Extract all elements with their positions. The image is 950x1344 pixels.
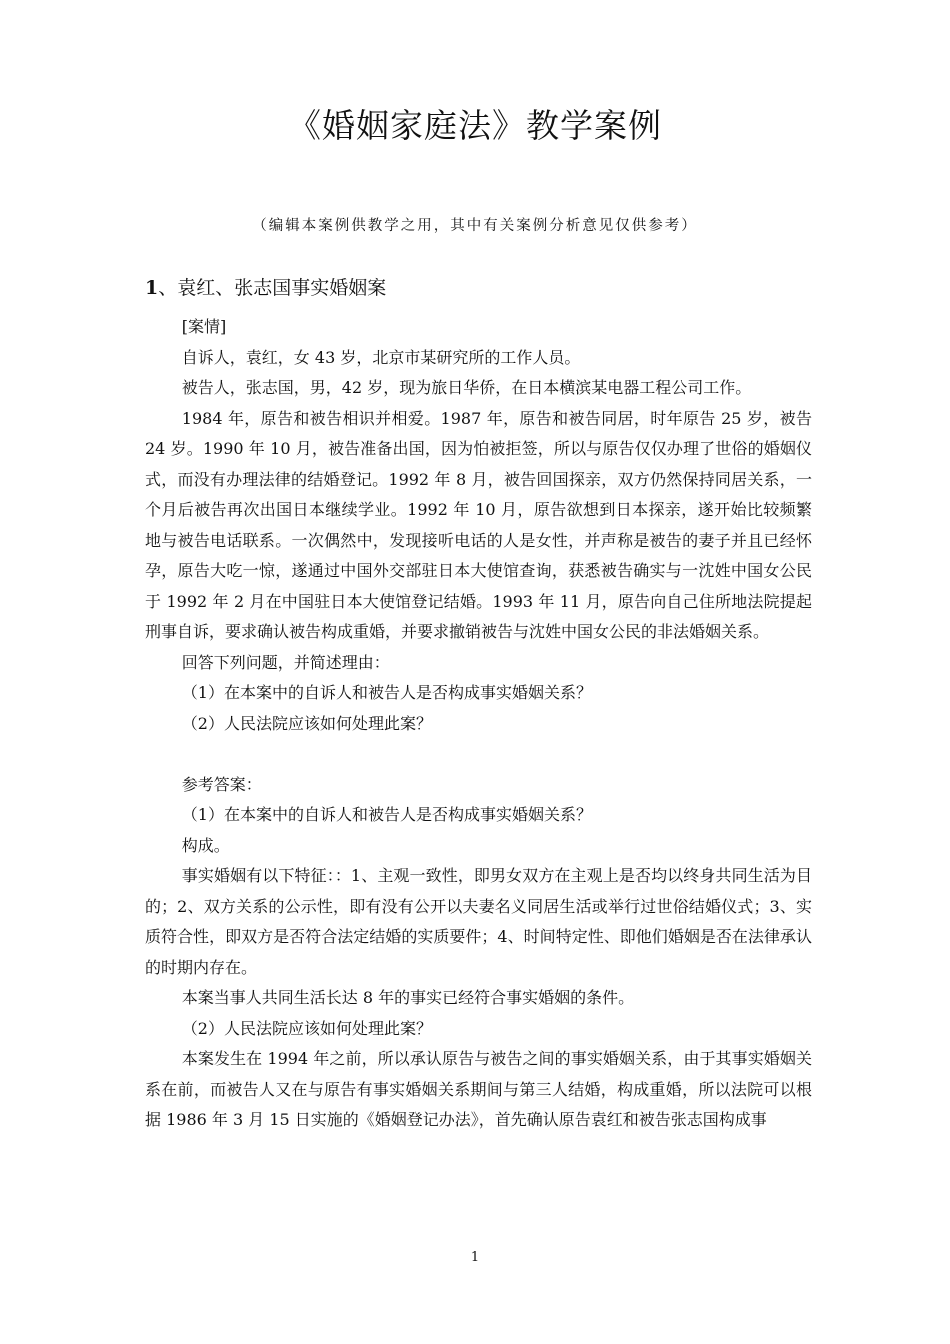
answer-1-conclusion: 构成。 bbox=[181, 835, 230, 855]
answer-1-application: 本案当事人共同生活长达 8 年的事实已经符合事实婚姻的条件。 bbox=[181, 988, 635, 1007]
paragraph-plaintiff: 自诉人，袁红，女 43 岁，北京市某研究所的工作人员。 bbox=[181, 347, 581, 367]
case-heading-text: 、袁红、张志国事实婚姻案 bbox=[158, 277, 387, 299]
answer-2-question: （2）人民法院应该如何处理此案？ bbox=[181, 1018, 432, 1038]
document-title: 《婚姻家庭法》教学案例 bbox=[288, 106, 662, 145]
paragraph-facts: 1984 年，原告和被告相识并相爱。1987 年，原告和被告同居，时年原告 25 岁，被告 24 岁。1990 年 10 月，被告准备出国，因为怕被拒签，所以与原告仅仅办理了世俗的婚姻仪式，而没有办理法律的结婚登记。1992 年 8 月，被告回国探亲，双方仍然保持同居关系，一个月后被告再次出国日本继续学业。1992 年 10 月，原告欲想到日本探亲，遂开始比较频繁地与被告电话联系。一次偶然中，发现接听电话的人是女性，并声称是被告的妻子并且已经怀孕，原告大吃一惊，遂通过中国外交部驻日本大使馆查询，获悉被告确实与一沈姓中国女公民于 1992 年 2 月在中国驻日本大使馆登记结婚。1993 年 11 月，原告向自己住所地法院提起刑事自诉，要求确认被告构成重婚，并要求撤销被告与沈姓中国女公民的非法婚姻关系。 bbox=[145, 408, 812, 641]
paragraph-questions-intro: 回答下列问题，并简述理由： bbox=[181, 652, 390, 672]
question-1: （1）在本案中的自诉人和被告人是否构成事实婚姻关系？ bbox=[181, 683, 592, 702]
case-heading bbox=[145, 273, 386, 300]
page-number: 1 bbox=[470, 1250, 480, 1265]
paragraph-defendant: 被告人，张志国，男，42 岁，现为旅日华侨，在日本横滨某电器工程公司工作。 bbox=[181, 378, 752, 397]
section-label-reference-answer: 参考答案： bbox=[181, 774, 262, 794]
question-2: （2）人民法院应该如何处理此案？ bbox=[181, 713, 432, 733]
answer-1-question: （1）在本案中的自诉人和被告人是否构成事实婚姻关系？ bbox=[181, 805, 592, 824]
document-subtitle: （编辑本案例供教学之用，其中有关案例分析意见仅供参考） bbox=[252, 218, 698, 234]
section-label-case-facts: [案情] bbox=[181, 317, 227, 336]
case-number: 1 bbox=[145, 277, 159, 299]
answer-1-features: 事实婚姻有以下特征：：1、主观一致性，即男女双方在主观上是否均以终身共同生活为目的；2、双方关系的公示性，即有没有公开以夫妻名义同居生活或举行过世俗结婚仪式；3、实质符合性，即双方是否符合法定结婚的实质要件；4、时间特定性、即他们婚姻是否在法律承认的时期内存在。 bbox=[145, 866, 812, 977]
document-body bbox=[145, 312, 812, 1136]
answer-2-body: 本案发生在 1994 年之前，所以承认原告与被告之间的事实婚姻关系，由于其事实婚姻关系在前，而被告人又在与原告有事实婚姻关系期间与第三人结婚，构成重婚，所以法院可以根据 1986 年 3 月 15 日实施的《婚姻登记办法》，首先确认原告袁红和被告张志国构成事 bbox=[145, 1049, 812, 1129]
